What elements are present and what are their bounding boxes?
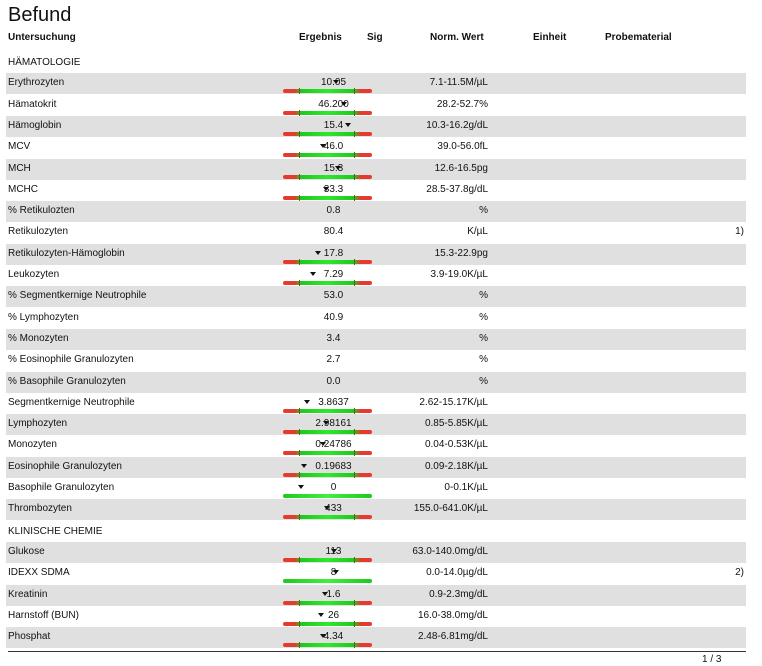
gauge-lower-limit xyxy=(299,408,300,414)
header-ergebnis: Ergebnis xyxy=(299,32,342,43)
gauge-lower-limit xyxy=(299,195,300,201)
result-value: 3.8637 xyxy=(318,396,349,408)
norm-value: % xyxy=(479,290,488,302)
test-name: IDEXX SDMA xyxy=(8,567,70,579)
norm-value: % xyxy=(479,311,488,323)
table-row xyxy=(6,265,746,286)
gauge-upper-limit xyxy=(354,621,355,627)
gauge-lower-limit xyxy=(299,174,300,180)
norm-value: 2.48-6.81mg/dL xyxy=(417,631,488,643)
test-name: Harnstoff (BUN) xyxy=(8,609,79,621)
table-row xyxy=(6,350,746,371)
norm-value: % xyxy=(479,332,488,344)
norm-value: 0.04-0.53K/µL xyxy=(424,439,488,451)
result-value: 33.3 xyxy=(323,183,344,195)
section-title: KLINISCHE CHEMIE xyxy=(8,525,103,537)
table-row xyxy=(6,563,746,584)
result-value: 2.98161 xyxy=(315,418,352,430)
footnote-ref: 1) xyxy=(735,226,744,238)
section-title: HÄMATOLOGIE xyxy=(8,57,81,68)
reference-gauge xyxy=(283,196,372,200)
gauge-marker xyxy=(320,144,326,148)
test-name: Erythrozyten xyxy=(8,77,65,89)
footnote-ref: 2) xyxy=(735,567,744,579)
reference-gauge xyxy=(283,132,372,136)
result-value: 3.4 xyxy=(326,332,341,344)
table-row xyxy=(6,478,746,499)
gauge-lower-limit xyxy=(299,429,300,435)
gauge-marker xyxy=(341,102,347,106)
gauge-lower-limit xyxy=(299,600,300,606)
norm-value: 0.09-2.18K/µL xyxy=(424,460,488,472)
table-row xyxy=(6,627,746,648)
result-value: 10.05 xyxy=(320,77,347,89)
table-row xyxy=(6,222,746,243)
table-row xyxy=(6,542,746,563)
gauge-marker xyxy=(318,613,324,617)
table-row xyxy=(6,393,746,414)
test-name: Kreatinin xyxy=(8,588,48,600)
norm-value: 3.9-19.0K/µL xyxy=(430,269,488,280)
gauge-marker xyxy=(324,506,330,510)
gauge-lower-limit xyxy=(299,450,300,456)
gauge-upper-limit xyxy=(354,600,355,606)
gauge-marker xyxy=(323,187,329,191)
table-row xyxy=(6,585,746,606)
result-value: 17.8 xyxy=(323,247,344,259)
norm-value: 28.2-52.7% xyxy=(436,98,488,110)
norm-value: K/µL xyxy=(467,226,488,238)
gauge-upper-limit xyxy=(354,131,355,137)
norm-value: 0.85-5.85K/µL xyxy=(424,418,488,430)
norm-value: 15.3-22.9pg xyxy=(434,247,488,259)
table-row xyxy=(6,499,746,520)
gauge-lower-limit xyxy=(299,514,300,520)
gauge-upper-limit xyxy=(354,259,355,265)
reference-gauge xyxy=(283,430,372,434)
result-value: 0.8 xyxy=(326,205,341,217)
table-row xyxy=(6,329,746,350)
reference-gauge xyxy=(283,111,372,115)
result-value: 46.0 xyxy=(323,141,344,153)
norm-value: % xyxy=(479,375,488,387)
table-row xyxy=(6,457,746,478)
header-norm-wert: Norm. Wert xyxy=(430,32,484,43)
table-row xyxy=(6,414,746,435)
gauge-lower-limit xyxy=(299,110,300,116)
header-sig: Sig xyxy=(367,32,383,43)
gauge-lower-limit xyxy=(299,131,300,137)
test-name: Leukozyten xyxy=(8,269,60,280)
table-row xyxy=(6,244,746,265)
table-row xyxy=(6,308,746,329)
table-row xyxy=(6,73,746,94)
table-row xyxy=(6,286,746,307)
table-row xyxy=(6,137,746,158)
reference-gauge xyxy=(283,643,372,647)
gauge-upper-limit xyxy=(354,152,355,158)
gauge-marker xyxy=(333,570,339,574)
reference-gauge xyxy=(283,281,372,285)
gauge-lower-limit xyxy=(299,472,300,478)
gauge-upper-limit xyxy=(354,514,355,520)
footer-divider xyxy=(8,651,746,652)
norm-value: 28.5-37.8g/dL xyxy=(426,183,488,195)
section-header xyxy=(6,52,746,73)
test-name: Eosinophile Granulozyten xyxy=(8,460,122,472)
gauge-marker xyxy=(301,464,307,468)
page-title: Befund xyxy=(8,4,72,26)
gauge-upper-limit xyxy=(354,88,355,94)
table-row xyxy=(6,201,746,222)
gauge-upper-limit xyxy=(354,429,355,435)
test-name: % Segmentkernige Neutrophile xyxy=(8,290,147,302)
result-value: 0.19683 xyxy=(315,460,352,472)
header-einheit: Einheit xyxy=(533,32,567,43)
test-name: Glukose xyxy=(8,545,45,557)
gauge-upper-limit xyxy=(354,195,355,201)
norm-value: % xyxy=(479,205,488,217)
test-name: Monozyten xyxy=(8,439,57,451)
table-row xyxy=(6,159,746,180)
gauge-marker xyxy=(333,80,339,84)
result-value: 40.9 xyxy=(323,311,344,323)
norm-value: 0.9-2.3mg/dL xyxy=(429,588,488,600)
gauge-marker xyxy=(331,549,337,553)
table-row xyxy=(6,180,746,201)
test-name: Thrombozyten xyxy=(8,503,72,515)
gauge-lower-limit xyxy=(299,152,300,158)
reference-gauge xyxy=(283,579,372,583)
result-value: 0 xyxy=(330,482,337,493)
reference-gauge xyxy=(283,515,372,519)
norm-value: 0.0-14.0µg/dL xyxy=(426,567,488,579)
gauge-upper-limit xyxy=(354,642,355,648)
test-name: % Basophile Granulozyten xyxy=(8,375,126,387)
gauge-upper-limit xyxy=(354,280,355,286)
test-name: % Lymphozyten xyxy=(8,311,79,323)
result-value: 26 xyxy=(327,609,340,621)
test-name: Basophile Granulozyten xyxy=(8,482,115,493)
test-name: % Monozyten xyxy=(8,332,69,344)
test-name: Hämoglobin xyxy=(8,119,62,131)
result-value: 53.0 xyxy=(323,290,344,302)
gauge-marker xyxy=(310,272,316,276)
result-value: 0.0 xyxy=(326,375,341,387)
norm-value: 2.62-15.17K/µL xyxy=(419,396,488,408)
section-header xyxy=(6,521,746,542)
gauge-upper-limit xyxy=(354,472,355,478)
test-name: MCH xyxy=(8,162,31,174)
norm-value: 7.1-11.5M/µL xyxy=(429,77,488,89)
gauge-lower-limit xyxy=(299,280,300,286)
norm-value: 12.6-16.5pg xyxy=(434,162,488,174)
norm-value: 155.0-641.0K/µL xyxy=(413,503,488,515)
gauge-lower-limit xyxy=(299,88,300,94)
test-name: % Retikulozten xyxy=(8,205,75,217)
header-untersuchung: Untersuchung xyxy=(8,32,76,43)
reference-gauge xyxy=(283,558,372,562)
gauge-lower-limit xyxy=(299,621,300,627)
gauge-upper-limit xyxy=(354,557,355,563)
norm-value: 39.0-56.0fL xyxy=(437,141,488,153)
reference-gauge xyxy=(283,494,372,498)
gauge-lower-limit xyxy=(299,642,300,648)
result-value: 1.6 xyxy=(326,588,341,600)
table-row xyxy=(6,435,746,456)
norm-value: 16.0-38.0mg/dL xyxy=(417,609,488,621)
gauge-lower-limit xyxy=(299,557,300,563)
gauge-marker xyxy=(320,634,326,638)
gauge-marker xyxy=(320,442,326,446)
page-number: 1 / 3 xyxy=(702,654,722,665)
reference-gauge xyxy=(283,622,372,626)
gauge-upper-limit xyxy=(354,110,355,116)
norm-value: 63.0-140.0mg/dL xyxy=(412,545,488,557)
test-name: Retikulozyten xyxy=(8,226,69,238)
norm-value: 10.3-16.2g/dL xyxy=(426,119,488,131)
reference-gauge xyxy=(283,409,372,413)
gauge-marker xyxy=(304,400,310,404)
test-name: % Eosinophile Granulozyten xyxy=(8,354,134,366)
result-value: 15.4 xyxy=(323,119,344,131)
table-row xyxy=(6,606,746,627)
reference-gauge xyxy=(283,473,372,477)
test-name: MCHC xyxy=(8,183,38,195)
reference-gauge xyxy=(283,601,372,605)
gauge-upper-limit xyxy=(354,450,355,456)
gauge-lower-limit xyxy=(299,259,300,265)
table-row xyxy=(6,116,746,137)
gauge-marker xyxy=(323,421,329,425)
test-name: Retikulozyten-Hämoglobin xyxy=(8,247,125,259)
result-value: 0.24786 xyxy=(315,439,352,451)
gauge-upper-limit xyxy=(354,174,355,180)
reference-gauge xyxy=(283,175,372,179)
header-probematerial: Probematerial xyxy=(605,32,672,43)
result-value: 113 xyxy=(325,545,342,557)
result-value: 8 xyxy=(330,567,337,579)
reference-gauge xyxy=(283,89,372,93)
test-name: Segmentkernige Neutrophile xyxy=(8,396,135,408)
table-row xyxy=(6,372,746,393)
gauge-marker xyxy=(345,123,351,127)
result-value: 46.200 xyxy=(318,98,349,110)
gauge-marker xyxy=(298,485,304,489)
gauge-upper-limit xyxy=(354,408,355,414)
result-value: 4.34 xyxy=(323,631,344,643)
reference-gauge xyxy=(283,153,372,157)
reference-gauge xyxy=(283,451,372,455)
test-name: Hämatokrit xyxy=(8,98,57,110)
result-value: 80.4 xyxy=(323,226,344,238)
gauge-marker xyxy=(322,592,328,596)
test-name: Phosphat xyxy=(8,631,51,643)
result-value: 2.7 xyxy=(326,354,341,366)
reference-gauge xyxy=(283,260,372,264)
test-name: MCV xyxy=(8,141,31,153)
result-value: 15.3 xyxy=(323,162,344,174)
norm-value: 0-0.1K/µL xyxy=(444,482,488,493)
norm-value: % xyxy=(479,354,488,366)
result-value: 7.29 xyxy=(323,269,344,280)
gauge-marker xyxy=(335,166,341,170)
test-name: Lymphozyten xyxy=(8,418,68,430)
gauge-marker xyxy=(315,251,321,255)
table-row xyxy=(6,95,746,116)
result-value: 433 xyxy=(325,503,342,515)
